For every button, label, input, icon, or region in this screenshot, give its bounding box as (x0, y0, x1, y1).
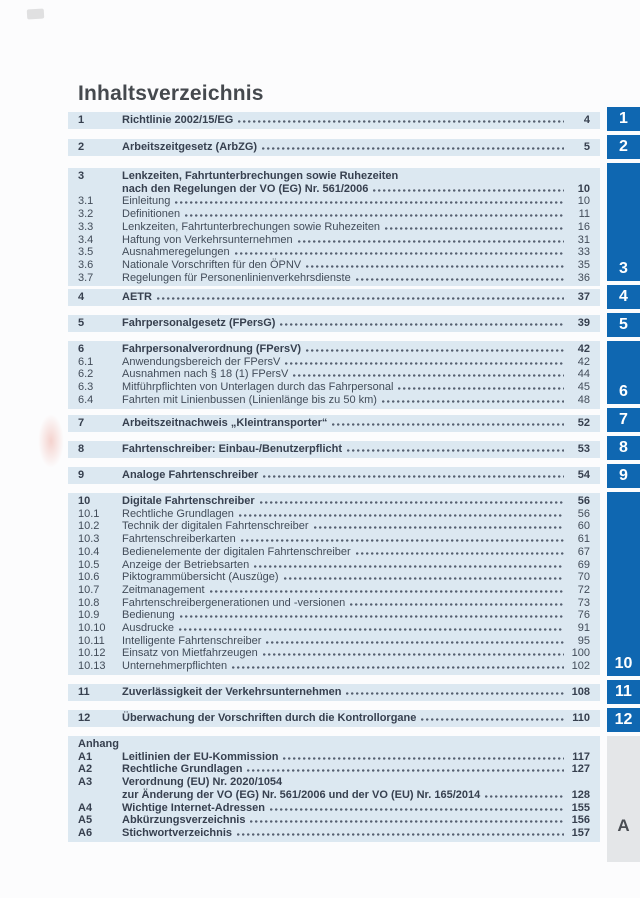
toc-page-number: 157 (571, 826, 590, 839)
dotted-leader (247, 769, 564, 772)
dotted-leader (210, 590, 564, 593)
index-tab-7 (607, 408, 640, 432)
toc-page-number: 156 (571, 814, 590, 827)
index-tab-11 (607, 680, 640, 704)
toc-entry-number: A2 (78, 763, 93, 776)
toc-row (78, 751, 590, 764)
toc-entry-title: Fahrtenschreiberkarten (122, 533, 236, 546)
toc-entry-title: Fahrten mit Linienbussen (Linienlänge bis zu 50 km) (122, 393, 377, 406)
scan-artifact (27, 9, 45, 20)
toc-chapter-band (68, 112, 600, 129)
toc-entry-title: Definitionen (122, 208, 181, 221)
toc-row (78, 195, 590, 208)
toc-chapter-band (68, 710, 600, 727)
index-tab-4 (607, 285, 640, 309)
toc-chapter-band (68, 441, 600, 458)
toc-row (78, 508, 590, 521)
index-tab-3 (607, 163, 640, 281)
toc-entry-number: 10.9 (78, 609, 100, 622)
toc-entry-title: Bedienelemente der digitalen Fahrtenschreiber (122, 545, 351, 558)
index-tab-label: 9 (619, 467, 628, 484)
index-tab-label: 1 (619, 110, 628, 127)
toc-entry-number: 3.5 (78, 246, 94, 259)
dotted-leader (241, 539, 564, 542)
toc-row (78, 520, 590, 533)
dotted-leader (239, 514, 564, 517)
toc-entry-title: Regelungen für Personenlinienverkehrsdienste (122, 271, 351, 284)
toc-row (78, 738, 590, 751)
toc-row (78, 789, 590, 802)
toc-entry-title: AETR (122, 291, 152, 303)
dotted-leader (270, 808, 564, 811)
toc-entry-number: 10.4 (78, 545, 100, 558)
toc-page-number: 128 (571, 788, 590, 801)
dotted-leader (306, 265, 564, 268)
toc-row (78, 443, 590, 456)
dotted-leader (266, 641, 564, 644)
toc-entry-title: Nationale Vorschriften für den ÖPNV (122, 258, 302, 271)
dotted-leader (179, 628, 564, 631)
dotted-leader (185, 214, 564, 217)
toc-chapter-band (68, 341, 600, 409)
index-tab-label: 10 (614, 655, 633, 672)
toc-chapter-band (68, 493, 600, 675)
toc-chapter-band (68, 315, 600, 332)
toc-row (78, 827, 590, 840)
toc-entry-number: A4 (78, 801, 93, 814)
toc-entry-title: Abkürzungsverzeichnis (122, 814, 246, 827)
index-tab-label: 7 (619, 411, 628, 428)
dotted-leader (283, 757, 564, 760)
toc-entry-title: Stichwortverzeichnis (122, 826, 233, 839)
toc-page-number: 95 (577, 634, 590, 647)
dotted-leader (237, 833, 564, 836)
toc-page-number: 56 (577, 507, 590, 520)
scan-artifact (38, 414, 64, 468)
toc-entry-number: 10.6 (78, 571, 100, 584)
toc-chapter-band (68, 736, 600, 842)
toc-page-number: 61 (577, 533, 590, 546)
toc-row (78, 533, 590, 546)
toc-entry-title: Bedienung (122, 609, 175, 622)
index-tab-1 (607, 107, 640, 131)
toc-entry-number: 10.12 (78, 647, 106, 660)
dotted-leader (235, 252, 564, 255)
toc-chapter-band (68, 684, 600, 701)
toc-entry-title: Ausnahmen nach § 18 (1) FPersV (122, 368, 289, 381)
toc-entry-title: Zuverlässigkeit der Verkehrsunternehmen (122, 686, 342, 698)
toc-entry-title: Arbeitszeitnachweis „Kleintransporter“ (122, 417, 328, 429)
toc-page-number: 42 (577, 343, 590, 355)
toc-entry-number: 3 (78, 170, 85, 182)
toc-entry-title: Haftung von Verkehrsunternehmen (122, 233, 293, 246)
toc-page-number: 37 (577, 291, 590, 303)
toc-entry-number: 7 (78, 417, 85, 429)
toc-row (78, 776, 590, 789)
dotted-leader (350, 603, 564, 606)
toc-page-number: 117 (572, 750, 590, 763)
toc-entry-title: Anwendungsbereich der FPersV (122, 355, 281, 368)
dotted-leader (280, 323, 564, 326)
toc-entry-title: Einsatz von Mietfahrzeugen (122, 647, 258, 660)
index-tab-a (607, 736, 640, 862)
toc-entry-title: Fahrpersonalverordnung (FPersV) (122, 343, 302, 355)
toc-page-number: 4 (583, 114, 590, 126)
toc-entry-number: 2 (78, 141, 85, 153)
toc-entry-number: 10.2 (78, 520, 100, 533)
toc-chapter-band (68, 467, 600, 484)
dotted-leader (157, 297, 564, 300)
index-tab-label: 3 (619, 260, 628, 277)
toc-row (78, 183, 590, 196)
toc-page-number: 10 (577, 195, 590, 208)
toc-page-number: 16 (577, 220, 590, 233)
toc-entry-number: 11 (78, 686, 90, 698)
index-tab-9 (607, 464, 640, 488)
toc-entry-title: Verordnung (EU) Nr. 2020/1054 (122, 776, 283, 789)
toc-row (78, 221, 590, 234)
toc-row (78, 259, 590, 272)
toc-entry-title: Analoge Fahrtenschreiber (122, 469, 259, 481)
toc-row (78, 712, 590, 725)
toc-page-number: 76 (577, 609, 590, 622)
toc-entry-title: Rechtliche Grundlagen (122, 763, 243, 776)
toc-entry-number: 10.7 (78, 583, 100, 596)
toc-page-number: 39 (577, 317, 590, 329)
toc-row (78, 647, 590, 660)
toc-page-number: 100 (571, 647, 590, 660)
index-tab-label: 4 (619, 288, 628, 305)
dotted-leader (382, 400, 564, 403)
toc-entry-number: 3.2 (78, 208, 94, 221)
toc-row (78, 272, 590, 285)
dotted-leader (262, 147, 564, 150)
toc-page-number: 69 (577, 558, 590, 571)
toc-page-number: 73 (577, 596, 590, 609)
dotted-leader (175, 201, 564, 204)
toc-entry-title: Lenkzeiten, Fahrtunterbrechungen sowie Ruhezeiten (122, 220, 381, 233)
dotted-leader (314, 526, 565, 529)
index-tab-label: 11 (615, 683, 632, 700)
dotted-leader (332, 423, 564, 426)
toc-page-number: 102 (571, 660, 590, 673)
toc-page-number: 45 (577, 381, 590, 394)
dotted-leader (385, 227, 564, 230)
index-tab-2 (607, 135, 640, 159)
toc-row (78, 381, 590, 394)
toc-entry-number: 1 (78, 114, 85, 126)
toc-entry-number: 4 (78, 291, 85, 303)
toc-entry-title: Fahrpersonalgesetz (FPersG) (122, 317, 276, 329)
page-title: Inhaltsverzeichnis (78, 82, 264, 105)
toc-page-number: 127 (571, 763, 590, 776)
toc-entry-number: 10.3 (78, 533, 100, 546)
dotted-leader (285, 362, 564, 365)
toc-entry-title: Anzeige der Betriebsarten (122, 558, 250, 571)
toc-entry-number: 6 (78, 343, 85, 355)
toc-entry-title: nach den Regelungen der VO (EG) Nr. 561/2006 (122, 182, 369, 195)
dotted-leader (254, 565, 564, 568)
toc-entry-number: 9 (78, 469, 85, 481)
toc-row (78, 170, 590, 183)
toc-entry-number: 3.3 (78, 220, 94, 233)
index-tab-label: A (617, 816, 630, 835)
toc-row (78, 622, 590, 635)
toc-chapter-band (68, 168, 600, 286)
toc-entry-number: 10.8 (78, 596, 100, 609)
toc-entry-title: Arbeitszeitgesetz (ArbZG) (122, 141, 258, 153)
toc-page-number: 44 (577, 368, 590, 381)
toc-entry-number: 3.1 (78, 195, 94, 208)
toc-page-number: 52 (577, 417, 590, 429)
toc-page-number: 110 (572, 712, 590, 724)
toc-entry-title: Intelligente Fahrtenschreiber (122, 634, 262, 647)
toc-entry-number: Anhang (78, 738, 119, 750)
toc-entry-number: 10.11 (78, 634, 105, 647)
dotted-leader (298, 240, 564, 243)
toc-entry-number: 10.5 (78, 558, 100, 571)
toc-entry-title: Fahrtenschreiber: Einbau-/Benutzerpflicht (122, 443, 343, 455)
toc-entry-number: 6.1 (78, 355, 94, 368)
toc-row (78, 571, 590, 584)
toc-page-number: 155 (571, 801, 590, 814)
toc-page-number: 48 (577, 393, 590, 406)
dotted-leader (250, 820, 564, 823)
toc-chapter-band (68, 415, 600, 432)
toc-entry-title: Leitlinien der EU-Kommission (122, 750, 279, 763)
toc-chapter-band (68, 289, 600, 306)
toc-row (78, 546, 590, 559)
toc-entry-number: A6 (78, 826, 93, 839)
toc-page-number: 91 (577, 622, 590, 635)
toc-row (78, 597, 590, 610)
toc-entry-number: 5 (78, 317, 85, 329)
toc-entry-title: Richtlinie 2002/15/EG (122, 114, 234, 126)
index-tab-label: 5 (619, 316, 628, 333)
toc-row (78, 394, 590, 407)
toc-page-number: 42 (577, 355, 590, 368)
toc-entry-title: Fahrtenschreibergenerationen und -versionen (122, 596, 346, 609)
toc-page-number: 53 (577, 443, 590, 455)
toc-entry-title: Zeitmanagement (122, 583, 205, 596)
toc-page-number: 72 (577, 583, 590, 596)
toc-page-number: 33 (577, 246, 590, 259)
dotted-leader (346, 692, 564, 695)
toc-entry-number: 8 (78, 443, 85, 455)
dotted-leader (356, 552, 564, 555)
toc-row (78, 559, 590, 572)
dotted-leader (356, 278, 564, 281)
dotted-leader (260, 501, 564, 504)
toc-row (78, 635, 590, 648)
dotted-leader (284, 577, 564, 580)
index-tab-6 (607, 341, 640, 404)
dotted-leader (373, 189, 564, 192)
dotted-leader (485, 795, 564, 798)
toc-entry-title: zur Änderung der VO (EG) Nr. 561/2006 und der VO (EU) Nr. 165/2014 (122, 788, 481, 801)
toc-page-number: 35 (577, 258, 590, 271)
toc-entry-title: Unternehmerpflichten (122, 660, 228, 673)
toc-entry-title: Lenkzeiten, Fahrtunterbrechungen sowie Ruhezeiten (122, 170, 399, 182)
toc-entry-number: A1 (78, 750, 93, 763)
toc-page-number: 70 (577, 571, 590, 584)
toc-row (78, 343, 590, 356)
dotted-leader (306, 349, 564, 352)
toc-entry-title: Einleitung (122, 195, 171, 208)
toc-row (78, 609, 590, 622)
toc-entry-title: Wichtige Internet-Adressen (122, 801, 265, 814)
dotted-leader (293, 374, 564, 377)
toc-page-number: 31 (577, 233, 590, 246)
toc-entry-number: 6.2 (78, 368, 94, 381)
index-tab-8 (607, 436, 640, 460)
toc-page-number: 36 (577, 271, 590, 284)
index-tab-label: 2 (619, 138, 628, 155)
toc-page-number: 5 (583, 141, 590, 153)
toc-entry-number: 3.4 (78, 233, 94, 246)
toc-row (78, 469, 590, 482)
toc-row (78, 814, 590, 827)
index-tab-12 (607, 708, 640, 732)
toc-entry-title: Überwachung der Vorschriften durch die Kontrollorgane (122, 712, 417, 724)
toc-page-number: 11 (578, 208, 590, 221)
toc-entry-title: Piktogrammübersicht (Auszüge) (122, 571, 279, 584)
toc-page-number: 108 (571, 686, 590, 698)
toc-row (78, 141, 590, 154)
dotted-leader (238, 120, 564, 123)
toc-entry-title: Rechtliche Grundlagen (122, 507, 234, 520)
toc-entry-title: Mitführpflichten von Unterlagen durch das Fahrpersonal (122, 381, 394, 394)
toc-row (78, 802, 590, 815)
toc-entry-number: A5 (78, 814, 93, 827)
dotted-leader (180, 615, 564, 618)
toc-row (78, 495, 590, 508)
toc-entry-title: Technik der digitalen Fahrtenschreiber (122, 520, 309, 533)
toc-row (78, 234, 590, 247)
toc-row (78, 208, 590, 221)
toc-entry-title: Ausdrucke (122, 622, 174, 635)
toc-entry-title: Digitale Fahrtenschreiber (122, 495, 255, 507)
dotted-leader (263, 475, 564, 478)
index-tab-10 (607, 492, 640, 676)
toc-page-number: 10 (577, 182, 590, 195)
toc-row (78, 584, 590, 597)
toc-entry-number: 10.13 (78, 660, 106, 673)
dotted-leader (421, 718, 564, 721)
toc-chapter-band (68, 139, 600, 156)
toc-entry-number: A3 (78, 776, 93, 789)
toc-page-number: 54 (577, 469, 590, 481)
index-tab-label: 8 (619, 439, 628, 456)
toc-entry-number: 3.7 (78, 271, 94, 284)
toc-entry-number: 6.3 (78, 381, 94, 394)
toc-page-number: 67 (577, 545, 590, 558)
toc-row (78, 417, 590, 430)
toc-row (78, 317, 590, 330)
toc-entry-number: 10.10 (78, 622, 106, 635)
dotted-leader (347, 449, 564, 452)
toc-row (78, 368, 590, 381)
index-tab-label: 12 (614, 711, 633, 728)
toc-entry-title: Ausnahmeregelungen (122, 246, 230, 259)
index-tab-5 (607, 313, 640, 337)
toc-row (78, 246, 590, 259)
toc-entry-number: 12 (78, 712, 91, 724)
toc-entry-number: 3.6 (78, 258, 94, 271)
toc-page-number: 60 (577, 520, 590, 533)
toc-entry-number: 6.4 (78, 393, 94, 406)
index-tab-label: 6 (619, 383, 628, 400)
toc-row (78, 763, 590, 776)
dotted-leader (263, 653, 564, 656)
toc-row (78, 291, 590, 304)
toc-row (78, 660, 590, 673)
toc-entry-number: 10.1 (78, 507, 100, 520)
toc-row (78, 686, 590, 699)
toc-row (78, 356, 590, 369)
toc-row (78, 114, 590, 127)
dotted-leader (232, 666, 564, 669)
toc-entry-number: 10 (78, 495, 91, 507)
dotted-leader (398, 387, 564, 390)
toc-page-number: 56 (577, 495, 590, 507)
